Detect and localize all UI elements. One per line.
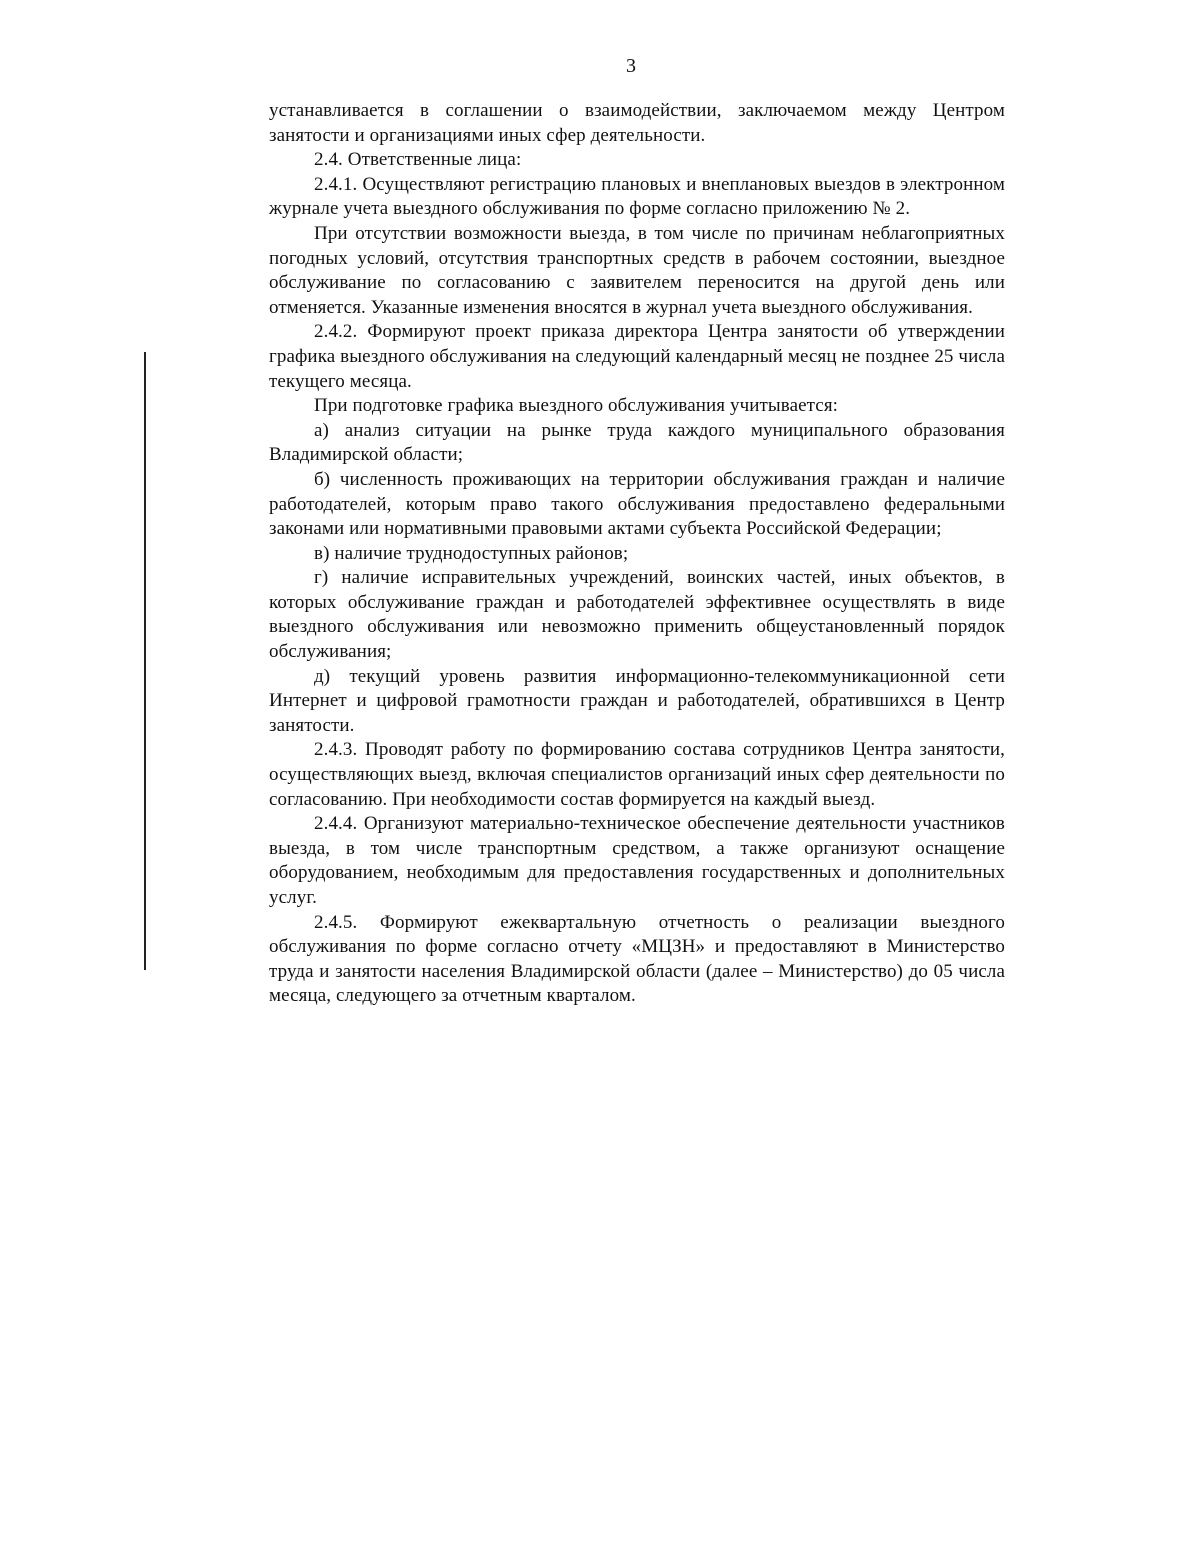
paragraph-2-4-2: 2.4.2. Формируют проект приказа директора Центра занятости об утверждении графика выездного обслуживания на следующий календарный месяц не позднее 25 числа текущего месяца. <box>269 321 1005 392</box>
margin-line <box>144 352 146 970</box>
paragraph-2-4-1: 2.4.1. Осуществляют регистрацию плановых и внеплановых выездов в электронном журнале учета выездного обслуживания по форме согласно приложению № 2. <box>269 173 1005 220</box>
list-item-g: г) наличие исправительных учреждений, воинских частей, иных объектов, в которых обслуживание граждан и работодателей эффективнее осуществлять в виде выездного обслуживания или невозможно применить общеустановленный порядок обслуживания; <box>269 567 1005 663</box>
document-body <box>269 99 1005 1009</box>
paragraph-2-4-4: 2.4.4. Организуют материально-техническое обеспечение деятельности участников выезда, в том числе транспортным средством, а также организуют оснащение оборудованием, необходимым для предоставления государственных и дополнительных услуг. <box>269 813 1005 908</box>
page-number: 3 <box>626 55 636 77</box>
list-item-v: в) наличие труднодоступных районов; <box>314 542 629 564</box>
paragraph-2-4-3: 2.4.3. Проводят работу по формированию состава сотрудников Центра занятости, осуществляющих выезд, включая специалистов организаций иных сфер деятельности по согласованию. При необходимости состав формируется на каждый выезд. <box>269 739 1005 810</box>
paragraph-2-4-5: 2.4.5. Формируют ежеквартальную отчетность о реализации выездного обслуживания по форме согласно отчету «МЦЗН» и предоставляют в Министерство труда и занятости населения Владимирской области (далее – Министерство) до 05 числа месяца, следующего за отчетным кварталом. <box>269 911 1005 1007</box>
list-item-a: а) анализ ситуации на рынке труда каждого муниципального образования Владимирской области; <box>269 419 1005 466</box>
list-item-b: б) численность проживающих на территории обслуживания граждан и наличие работодателей, которым право такого обслуживания предоставлено федеральными законами или нормативными правовыми актами субъекта Российской Федерации; <box>269 468 1005 540</box>
paragraph-continuation: устанавливается в соглашении о взаимодействии, заключаемом между Центром занятости и организациями иных сфер деятельности. <box>269 100 1005 146</box>
list-item-d: д) текущий уровень развития информационно-телекоммуникационной сети Интернет и цифровой грамотности граждан и работодателей, обратившихся в Центр занятости. <box>269 665 1005 736</box>
paragraph-schedule-factors: При подготовке графика выездного обслуживания учитывается: <box>314 395 839 417</box>
paragraph-departure-impossible: При отсутствии возможности выезда, в том числе по причинам неблагоприятных погодных условий, отсутствия транспортных средств в рабочем состоянии, выездное обслуживание по согласованию с заявителем переносится на другой день или отменяется. Указанные изменения вносятся в журнал учета выездного обслуживания. <box>269 222 1005 318</box>
paragraph-2-4: 2.4. Ответственные лица: <box>314 149 522 171</box>
